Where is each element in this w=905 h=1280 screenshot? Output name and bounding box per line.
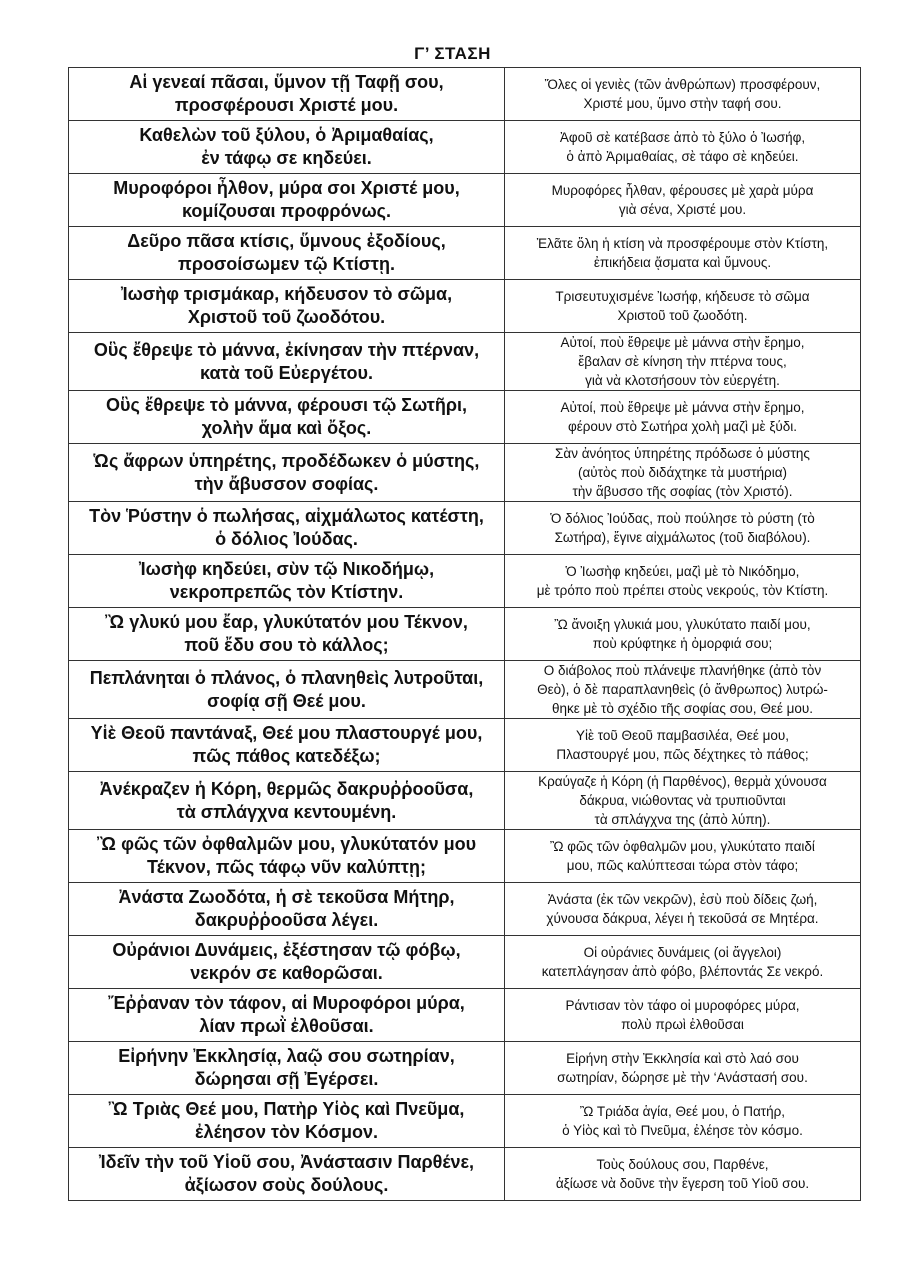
translation-text-line: Ὢ ἄνοιξη γλυκιά μου, γλυκύτατο παιδί μου,	[554, 617, 811, 632]
table-row	[69, 608, 861, 661]
translation-text-line: Ἀνάστα (ἐκ τῶν νεκρῶν), ἐσὺ ποὺ δίδεις ζωή,	[547, 892, 818, 907]
table-row	[69, 830, 861, 883]
original-text-line: Χριστοῦ τοῦ ζωοδότου.	[187, 307, 386, 327]
translation-text-line: Εἰρήνη στὴν Ἐκκλησία καὶ στὸ λαό σου	[566, 1051, 799, 1066]
translation-text-cell	[505, 1148, 861, 1201]
original-text-cell	[69, 772, 505, 830]
original-text-line: Τὸν Ῥύστην ὁ πωλήσας, αἰχμάλωτος κατέστη,	[89, 506, 484, 526]
original-text-cell	[69, 719, 505, 772]
table-row	[69, 391, 861, 444]
translation-text-cell	[505, 830, 861, 883]
original-text-line: τὰ σπλάγχνα κεντουμένη.	[176, 801, 397, 822]
translation-text-line: ἐπικήδεια ᾄσματα καὶ ὕμνους.	[593, 255, 772, 270]
translation-text-cell	[505, 1095, 861, 1148]
translation-text-cell	[505, 936, 861, 989]
page-title: Γ’ ΣΤΑΣΗ	[414, 44, 491, 63]
translation-text-line: Σωτήρα), ἔγινε αἰχμάλωτος (τοῦ διαβόλου).	[554, 530, 811, 545]
translation-text-line: ἀξίωσε νὰ δοῦνε τὴν ἔγερση τοῦ Υἱοῦ σου.	[555, 1176, 810, 1191]
translation-text-line: θηκε μὲ τὸ σχέδιο τῆς σοφίας σου, Θεέ μου.	[551, 701, 814, 716]
translation-text-line: Ράντισαν τὸν τάφο οἱ μυροφόρες μύρα,	[565, 998, 800, 1013]
original-text-line: προσφέρουσι Χριστέ μου.	[174, 95, 399, 115]
original-text-line: τὴν ἄβυσσον σοφίας.	[194, 473, 379, 494]
translation-text-cell	[505, 68, 861, 121]
original-text-line: Υἱὲ Θεοῦ παντάναξ, Θεέ μου πλαστουργέ μου,	[90, 723, 483, 743]
translation-text-line: Ὢ φῶς τῶν ὀφθαλμῶν μου, γλυκύτατο παιδί	[550, 839, 815, 854]
original-text-line: χολὴν ἅμα καὶ ὄξος.	[201, 418, 372, 438]
translation-text-line: κατεπλάγησαν ἀπὸ φόβο, βλέποντάς Σε νεκρό.	[541, 964, 824, 979]
original-text-line: νεκρόν σε καθορῶσαι.	[190, 963, 383, 983]
translation-text-line: (αὐτὸς ποὺ διδάχτηκε τὰ μυστήρια)	[577, 465, 788, 480]
translation-text-cell	[505, 280, 861, 333]
original-text-line: δακρυῤῥοοῦσα λέγει.	[194, 910, 379, 930]
original-text-cell	[69, 1148, 505, 1201]
original-text-line: Οὓς ἔθρεψε τὸ μάννα, φέρουσι τῷ Σωτῆρι,	[106, 395, 467, 415]
original-text-line: σοφίᾳ σῇ Θεέ μου.	[207, 690, 366, 711]
translation-text-cell	[505, 555, 861, 608]
original-text-line: νεκροπρεπῶς τὸν Κτίστην.	[169, 582, 404, 602]
translation-text-line: Πλαστουργέ μου, πῶς δέχτηκες τὸ πάθος;	[556, 747, 809, 762]
original-text-cell	[69, 391, 505, 444]
translation-text-cell	[505, 391, 861, 444]
original-text-cell	[69, 1095, 505, 1148]
table-row	[69, 1095, 861, 1148]
table-row	[69, 174, 861, 227]
translation-text-cell	[505, 1042, 861, 1095]
original-text-line: Πεπλάνηται ὁ πλάνος, ὁ πλανηθεὶς λυτροῦται,	[89, 667, 484, 688]
original-text-cell	[69, 555, 505, 608]
table-row	[69, 661, 861, 719]
table-row	[69, 989, 861, 1042]
table-row	[69, 502, 861, 555]
translation-text-cell	[505, 333, 861, 391]
translation-text-line: γιὰ σένα, Χριστέ μου.	[618, 202, 747, 217]
original-text-line: ποῦ ἔδυ σου τὸ κάλλος;	[184, 635, 389, 655]
original-text-line: Δεῦρο πᾶσα κτίσις, ὕμνους ἐξοδίους,	[127, 231, 446, 251]
translation-text-line: πολὺ πρωὶ ἐλθοῦσαι	[621, 1017, 744, 1032]
original-text-line: κατὰ τοῦ Εὐεργέτου.	[200, 362, 373, 383]
original-text-line: Ἰωσὴφ κηδεύει, σὺν τῷ Νικοδήμῳ,	[138, 559, 435, 579]
translation-text-line: μὲ τρόπο ποὺ πρέπει στοὺς νεκρούς, τὸν Κτίστη.	[536, 583, 829, 598]
translation-text-line: Αὐτοί, ποὺ ἔθρεψε μὲ μάννα στὴν ἔρημο,	[560, 400, 805, 415]
translation-text-line: Κραύγαζε ἡ Κόρη (ἡ Παρθένος), θερμὰ χύνουσα	[538, 774, 827, 789]
original-text-cell	[69, 661, 505, 719]
original-text-line: προσοίσωμεν τῷ Κτίστῃ.	[178, 254, 395, 274]
original-text-line: ἐλέησον τὸν Κόσμον.	[195, 1122, 378, 1142]
table-row	[69, 333, 861, 391]
translation-text-cell	[505, 174, 861, 227]
translation-text-cell	[505, 772, 861, 830]
table-row	[69, 68, 861, 121]
original-text-line: δώρησαι σῇ Ἐγέρσει.	[194, 1069, 379, 1089]
translation-text-line: ὁ Υἱὸς καὶ τὸ Πνεῦμα, ἐλέησε τὸν κόσμο.	[562, 1123, 803, 1138]
original-text-line: ἐν τάφῳ σε κηδεύει.	[201, 148, 372, 168]
translation-text-cell	[505, 883, 861, 936]
translation-text-line: Τοὺς δούλους σου, Παρθένε,	[596, 1157, 769, 1172]
translation-text-line: ποὺ κρύφτηκε ἡ ὀμορφιά σου;	[592, 636, 773, 651]
translation-text-line: γιὰ νὰ κλοτσήσουν τὸν εὐεργέτη.	[585, 373, 780, 388]
table-row	[69, 883, 861, 936]
table-row	[69, 121, 861, 174]
original-text-line: Ὡς ἄφρων ὑπηρέτης, προδέδωκεν ὁ μύστης,	[93, 450, 480, 471]
original-text-line: Ἰωσὴφ τρισμάκαρ, κήδευσον τὸ σῶμα,	[120, 284, 453, 304]
table-row	[69, 936, 861, 989]
table-row	[69, 280, 861, 333]
translation-text-cell	[505, 444, 861, 502]
table-row	[69, 1148, 861, 1201]
original-text-line: κομίζουσαι προφρόνως.	[181, 201, 392, 221]
original-text-line: Ὢ φῶς τῶν ὀφθαλμῶν μου, γλυκύτατόν μου	[96, 834, 477, 854]
original-text-cell	[69, 830, 505, 883]
translation-text-line: Ὁ Ἰωσὴφ κηδεύει, μαζὶ μὲ τὸ Νικόδημο,	[565, 564, 800, 579]
translation-text-line: Σὰν ἀνόητος ὑπηρέτης πρόδωσε ὁ μύστης	[555, 446, 810, 461]
translation-text-line: τὴν ἄβυσσο τῆς σοφίας (τὸν Χριστό).	[572, 484, 793, 499]
translation-text-cell	[505, 227, 861, 280]
translation-text-line: χύνουσα δάκρυα, λέγει ἡ τεκοῦσά σε Μητέρα.	[546, 911, 819, 926]
translation-text-cell	[505, 719, 861, 772]
table-row	[69, 719, 861, 772]
original-text-cell	[69, 608, 505, 661]
original-text-line: Καθελὼν τοῦ ξύλου, ὁ Ἀριμαθαίας,	[139, 125, 434, 145]
translation-text-line: Ο διάβολος ποὺ πλάνεψε πλανήθηκε (ἀπὸ τὸν	[543, 663, 822, 678]
original-text-line: Οὓς ἔθρεψε τὸ μάννα, ἐκίνησαν τὴν πτέρναν,	[93, 339, 480, 360]
translation-text-line: Οἱ οὐράνιες δυνάμεις (οἱ ἄγγελοι)	[583, 945, 782, 960]
original-text-line: Ἀνάστα Ζωοδότα, ἡ σὲ τεκοῦσα Μήτηρ,	[118, 887, 455, 907]
original-text-line: ἀξίωσον σοὺς δούλους.	[184, 1175, 389, 1195]
translation-text-line: δάκρυα, νιώθοντας νὰ τρυπιοῦνται	[579, 793, 786, 808]
translation-text-line: Μυροφόρες ἦλθαν, φέρουσες μὲ χαρὰ μύρα	[551, 183, 814, 198]
translation-text-cell	[505, 502, 861, 555]
translation-text-cell	[505, 989, 861, 1042]
table-row	[69, 227, 861, 280]
translation-text-line: Χριστέ μου, ὕμνο στὴν ταφή σου.	[583, 96, 782, 111]
table-row	[69, 772, 861, 830]
table-row	[69, 1042, 861, 1095]
original-text-line: Μυροφόροι ἦλθον, μύρα σοι Χριστέ μου,	[113, 178, 460, 198]
original-text-line: Ἀνέκραζεν ἡ Κόρη, θερμῶς δακρυῤῥοοῦσα,	[99, 778, 474, 799]
original-text-line: Ἔῤῥαναν τὸν τάφον, αἱ Μυροφόροι μύρα,	[108, 993, 465, 1013]
translation-text-line: ἔβαλαν σὲ κίνηση τὴν πτέρνα τους,	[578, 354, 787, 369]
original-text-line: Τέκνον, πῶς τάφῳ νῦν καλύπτῃ;	[147, 857, 426, 877]
original-text-line: Ἰδεῖν τὴν τοῦ Υἱοῦ σου, Ἀνάστασιν Παρθένε,	[98, 1152, 475, 1172]
original-text-cell	[69, 121, 505, 174]
translation-text-line: Αὐτοί, ποὺ ἔθρεψε μὲ μάννα στὴν ἔρημο,	[560, 335, 805, 350]
translation-text-line: σωτηρίαν, δώρησε μὲ τὴν ‘Ανάστασή σου.	[557, 1070, 808, 1085]
hymn-table	[68, 67, 861, 1201]
original-text-cell	[69, 227, 505, 280]
original-text-line: Αἱ γενεαί πᾶσαι, ὕμνον τῇ Ταφῇ σου,	[129, 72, 444, 92]
original-text-line: λίαν πρωῒ ἐλθοῦσαι.	[199, 1016, 374, 1036]
translation-text-line: Υἱὲ τοῦ Θεοῦ παμβασιλέα, Θεέ μου,	[575, 728, 790, 743]
original-text-line: Εἰρήνην Ἐκκλησίᾳ, λαῷ σου σωτηρίαν,	[118, 1046, 455, 1066]
original-text-cell	[69, 280, 505, 333]
original-text-line: Ὢ Τριὰς Θεέ μου, Πατὴρ Υἱὸς καὶ Πνεῦμα,	[108, 1099, 465, 1119]
original-text-cell	[69, 502, 505, 555]
original-text-line: Οὐράνιοι Δυνάμεις, ἐξέστησαν τῷ φόβῳ,	[112, 940, 461, 960]
original-text-cell	[69, 936, 505, 989]
original-text-cell	[69, 444, 505, 502]
translation-text-line: Ἐλᾶτε ὅλη ἡ κτίση νὰ προσφέρουμε στὸν Κτίστη,	[536, 236, 829, 251]
translation-text-cell	[505, 608, 861, 661]
translation-text-line: Ὁ δόλιος Ἰούδας, ποὺ πούλησε τὸ ρύστη (τὸ	[550, 511, 815, 526]
original-text-cell	[69, 989, 505, 1042]
translation-text-line: Ὅλες οἱ γενιὲς (τῶν ἀνθρώπων) προσφέρουν,	[544, 77, 821, 92]
original-text-line: ὁ δόλιος Ἰούδας.	[215, 529, 358, 549]
original-text-cell	[69, 68, 505, 121]
translation-text-line: τὰ σπλάγχνα της (ἀπὸ λύπη).	[594, 812, 771, 827]
translation-text-line: Ἀφοῦ σὲ κατέβασε ἀπὸ τὸ ξύλο ὁ Ἰωσήφ,	[559, 130, 806, 145]
translation-text-line: Χριστοῦ τοῦ ζωοδότη.	[617, 308, 748, 323]
original-text-line: πῶς πάθος κατεδέξω;	[192, 746, 381, 766]
table-row	[69, 444, 861, 502]
original-text-cell	[69, 333, 505, 391]
original-text-cell	[69, 1042, 505, 1095]
translation-text-line: ὁ ἀπὸ Ἀριμαθαίας, σὲ τάφο σὲ κηδεύει.	[566, 149, 799, 164]
translation-text-cell	[505, 661, 861, 719]
translation-text-line: Τρισευτυχισμένε Ἰωσήφ, κήδευσε τὸ σῶμα	[555, 289, 810, 304]
translation-text-line: φέρουν στὸ Σωτήρα χολὴ μαζὶ μὲ ξύδι.	[567, 419, 798, 434]
translation-text-line: Ὢ Τριάδα ἁγία, Θεέ μου, ὁ Πατήρ,	[579, 1104, 786, 1119]
table-row	[69, 555, 861, 608]
translation-text-line: μου, πῶς καλύπτεσαι τώρα στὸν τάφο;	[566, 858, 799, 873]
original-text-cell	[69, 883, 505, 936]
translation-text-cell	[505, 121, 861, 174]
original-text-line: Ὢ γλυκύ μου ἔαρ, γλυκύτατόν μου Τέκνον,	[105, 612, 468, 632]
translation-text-line: Θεὸ), ὁ δὲ παραπλανηθεὶς (ὁ ἄνθρωπος) λυτρώ-	[537, 682, 828, 697]
hymn-table-body	[69, 68, 861, 1201]
original-text-cell	[69, 174, 505, 227]
